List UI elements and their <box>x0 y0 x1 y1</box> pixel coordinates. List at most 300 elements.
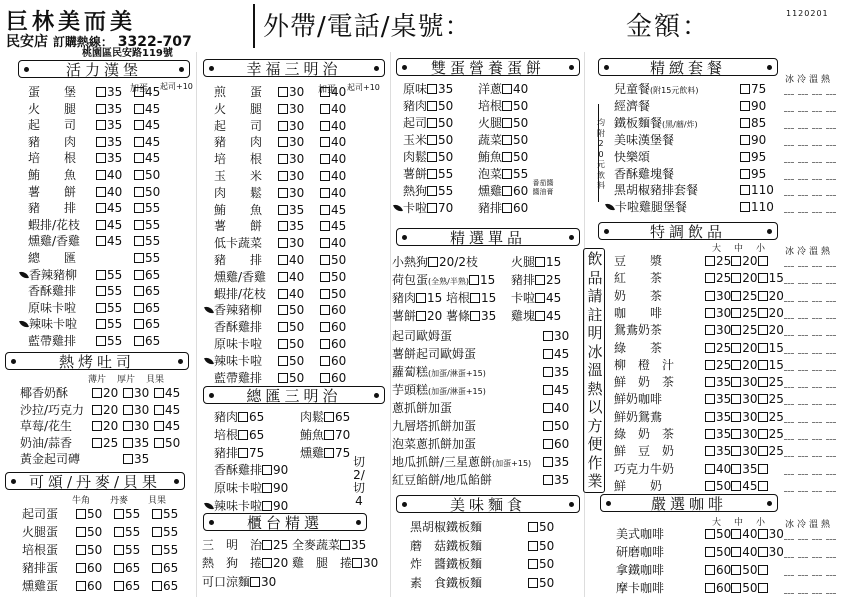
order-checkbox[interactable] <box>114 563 124 573</box>
order-checkbox[interactable] <box>427 135 437 145</box>
write-in-line[interactable] <box>812 370 822 371</box>
order-checkbox[interactable] <box>123 388 133 398</box>
order-checkbox[interactable] <box>758 377 768 387</box>
write-in-line[interactable] <box>784 195 794 196</box>
order-checkbox[interactable] <box>758 547 768 557</box>
order-checkbox[interactable] <box>152 527 162 537</box>
order-checkbox[interactable] <box>469 275 479 285</box>
order-checkbox[interactable] <box>416 293 426 303</box>
order-checkbox[interactable] <box>543 439 553 449</box>
order-checkbox[interactable] <box>278 205 288 215</box>
write-in-line[interactable] <box>784 422 794 423</box>
order-checkbox[interactable] <box>470 293 480 303</box>
write-in-line[interactable] <box>784 491 794 492</box>
order-checkbox[interactable] <box>96 336 106 346</box>
order-checkbox[interactable] <box>427 152 437 162</box>
order-checkbox[interactable] <box>427 203 437 213</box>
order-checkbox[interactable] <box>278 255 288 265</box>
write-in-line[interactable] <box>812 318 822 319</box>
order-checkbox[interactable] <box>262 501 272 511</box>
order-checkbox[interactable] <box>154 438 164 448</box>
order-checkbox[interactable] <box>758 429 768 439</box>
write-in-line[interactable] <box>812 111 822 112</box>
order-checkbox[interactable] <box>427 101 437 111</box>
order-checkbox[interactable] <box>96 203 106 213</box>
order-checkbox[interactable] <box>238 412 248 422</box>
order-checkbox[interactable] <box>543 475 553 485</box>
order-checkbox[interactable] <box>758 446 768 456</box>
write-in-line[interactable] <box>798 456 808 457</box>
order-checkbox[interactable] <box>92 421 102 431</box>
order-checkbox[interactable] <box>320 322 330 332</box>
order-checkbox[interactable] <box>705 429 715 439</box>
order-checkbox[interactable] <box>528 578 538 588</box>
write-in-line[interactable] <box>826 212 836 213</box>
order-checkbox[interactable] <box>320 238 330 248</box>
order-checkbox[interactable] <box>705 360 715 370</box>
order-checkbox[interactable] <box>96 120 106 130</box>
order-checkbox[interactable] <box>758 565 768 575</box>
order-checkbox[interactable] <box>278 373 288 383</box>
order-checkbox[interactable] <box>76 509 86 519</box>
order-checkbox[interactable] <box>543 457 553 467</box>
order-checkbox[interactable] <box>134 187 144 197</box>
order-checkbox[interactable] <box>152 581 162 591</box>
write-in-line[interactable] <box>812 266 822 267</box>
write-in-line[interactable] <box>798 283 808 284</box>
order-checkbox[interactable] <box>278 87 288 97</box>
order-checkbox[interactable] <box>502 169 512 179</box>
write-in-line[interactable] <box>812 456 822 457</box>
write-in-line[interactable] <box>826 439 836 440</box>
order-checkbox[interactable] <box>123 421 133 431</box>
write-in-line[interactable] <box>784 111 794 112</box>
order-checkbox[interactable] <box>96 170 106 180</box>
order-checkbox[interactable] <box>123 438 133 448</box>
order-checkbox[interactable] <box>134 286 144 296</box>
write-in-line[interactable] <box>812 335 822 336</box>
write-in-line[interactable] <box>798 145 808 146</box>
order-checkbox[interactable] <box>758 412 768 422</box>
order-checkbox[interactable] <box>262 558 272 568</box>
write-in-line[interactable] <box>784 94 794 95</box>
order-checkbox[interactable] <box>705 412 715 422</box>
order-checkbox[interactable] <box>502 186 512 196</box>
write-in-line[interactable] <box>784 318 794 319</box>
write-in-line[interactable] <box>798 422 808 423</box>
order-checkbox[interactable] <box>758 464 768 474</box>
write-in-line[interactable] <box>812 593 822 594</box>
order-checkbox[interactable] <box>705 377 715 387</box>
order-checkbox[interactable] <box>96 220 106 230</box>
write-in-line[interactable] <box>826 456 836 457</box>
order-checkbox[interactable] <box>731 464 741 474</box>
write-in-line[interactable] <box>812 539 822 540</box>
order-checkbox[interactable] <box>114 527 124 537</box>
order-checkbox[interactable] <box>320 121 330 131</box>
order-checkbox[interactable] <box>740 152 750 162</box>
order-checkbox[interactable] <box>758 273 768 283</box>
order-checkbox[interactable] <box>543 367 553 377</box>
write-in-line[interactable] <box>798 335 808 336</box>
order-checkbox[interactable] <box>114 545 124 555</box>
order-checkbox[interactable] <box>758 394 768 404</box>
order-checkbox[interactable] <box>96 319 106 329</box>
write-in-line[interactable] <box>784 212 794 213</box>
write-in-line[interactable] <box>812 404 822 405</box>
order-checkbox[interactable] <box>92 388 102 398</box>
order-checkbox[interactable] <box>320 171 330 181</box>
write-in-line[interactable] <box>826 557 836 558</box>
write-in-line[interactable] <box>826 539 836 540</box>
order-checkbox[interactable] <box>278 305 288 315</box>
order-checkbox[interactable] <box>262 465 272 475</box>
order-checkbox[interactable] <box>758 325 768 335</box>
write-in-line[interactable] <box>798 404 808 405</box>
order-checkbox[interactable] <box>320 137 330 147</box>
write-in-line[interactable] <box>784 387 794 388</box>
order-checkbox[interactable] <box>427 118 437 128</box>
order-checkbox[interactable] <box>134 120 144 130</box>
write-in-line[interactable] <box>826 474 836 475</box>
write-in-line[interactable] <box>826 179 836 180</box>
order-checkbox[interactable] <box>427 186 437 196</box>
order-checkbox[interactable] <box>543 385 553 395</box>
order-checkbox[interactable] <box>705 481 715 491</box>
write-in-line[interactable] <box>826 111 836 112</box>
order-checkbox[interactable] <box>740 84 750 94</box>
order-checkbox[interactable] <box>731 565 741 575</box>
order-checkbox[interactable] <box>502 203 512 213</box>
order-checkbox[interactable] <box>758 256 768 266</box>
order-checkbox[interactable] <box>278 221 288 231</box>
write-in-line[interactable] <box>812 195 822 196</box>
order-checkbox[interactable] <box>96 87 106 97</box>
order-checkbox[interactable] <box>76 581 86 591</box>
order-checkbox[interactable] <box>96 187 106 197</box>
order-checkbox[interactable] <box>758 360 768 370</box>
order-checkbox[interactable] <box>731 412 741 422</box>
write-in-line[interactable] <box>784 370 794 371</box>
write-in-line[interactable] <box>798 539 808 540</box>
write-in-line[interactable] <box>784 557 794 558</box>
order-checkbox[interactable] <box>134 319 144 329</box>
write-in-line[interactable] <box>784 145 794 146</box>
write-in-line[interactable] <box>798 195 808 196</box>
write-in-line[interactable] <box>826 283 836 284</box>
write-in-line[interactable] <box>826 353 836 354</box>
write-in-line[interactable] <box>798 111 808 112</box>
order-checkbox[interactable] <box>278 104 288 114</box>
write-in-line[interactable] <box>798 474 808 475</box>
order-checkbox[interactable] <box>502 101 512 111</box>
order-checkbox[interactable] <box>134 87 144 97</box>
order-checkbox[interactable] <box>320 272 330 282</box>
order-checkbox[interactable] <box>278 322 288 332</box>
order-checkbox[interactable] <box>731 256 741 266</box>
order-checkbox[interactable] <box>731 481 741 491</box>
write-in-line[interactable] <box>784 593 794 594</box>
write-in-line[interactable] <box>812 162 822 163</box>
write-in-line[interactable] <box>826 370 836 371</box>
write-in-line[interactable] <box>798 212 808 213</box>
order-checkbox[interactable] <box>324 448 334 458</box>
order-checkbox[interactable] <box>123 405 133 415</box>
order-checkbox[interactable] <box>528 522 538 532</box>
order-checkbox[interactable] <box>731 291 741 301</box>
order-checkbox[interactable] <box>528 559 538 569</box>
order-checkbox[interactable] <box>96 286 106 296</box>
order-checkbox[interactable] <box>134 236 144 246</box>
write-in-line[interactable] <box>798 128 808 129</box>
order-checkbox[interactable] <box>134 137 144 147</box>
order-checkbox[interactable] <box>731 325 741 335</box>
order-checkbox[interactable] <box>731 547 741 557</box>
write-in-line[interactable] <box>798 387 808 388</box>
order-checkbox[interactable] <box>152 563 162 573</box>
order-checkbox[interactable] <box>705 529 715 539</box>
order-checkbox[interactable] <box>134 220 144 230</box>
order-checkbox[interactable] <box>320 87 330 97</box>
order-checkbox[interactable] <box>705 464 715 474</box>
order-checkbox[interactable] <box>278 289 288 299</box>
order-checkbox[interactable] <box>134 170 144 180</box>
write-in-line[interactable] <box>798 94 808 95</box>
order-checkbox[interactable] <box>731 273 741 283</box>
order-checkbox[interactable] <box>154 421 164 431</box>
order-checkbox[interactable] <box>96 270 106 280</box>
order-checkbox[interactable] <box>340 540 350 550</box>
write-in-line[interactable] <box>812 212 822 213</box>
order-checkbox[interactable] <box>543 349 553 359</box>
write-in-line[interactable] <box>826 404 836 405</box>
write-in-line[interactable] <box>798 353 808 354</box>
order-checkbox[interactable] <box>154 405 164 415</box>
order-checkbox[interactable] <box>320 221 330 231</box>
order-checkbox[interactable] <box>278 272 288 282</box>
write-in-line[interactable] <box>784 474 794 475</box>
order-checkbox[interactable] <box>705 446 715 456</box>
order-checkbox[interactable] <box>324 412 334 422</box>
order-checkbox[interactable] <box>731 446 741 456</box>
order-checkbox[interactable] <box>705 565 715 575</box>
order-checkbox[interactable] <box>114 581 124 591</box>
order-checkbox[interactable] <box>278 188 288 198</box>
order-checkbox[interactable] <box>92 438 102 448</box>
write-in-line[interactable] <box>826 162 836 163</box>
order-checkbox[interactable] <box>238 430 248 440</box>
write-in-line[interactable] <box>826 387 836 388</box>
order-checkbox[interactable] <box>92 405 102 415</box>
write-in-line[interactable] <box>784 575 794 576</box>
write-in-line[interactable] <box>784 283 794 284</box>
order-checkbox[interactable] <box>320 356 330 366</box>
write-in-line[interactable] <box>826 318 836 319</box>
write-in-line[interactable] <box>812 422 822 423</box>
write-in-line[interactable] <box>826 301 836 302</box>
order-checkbox[interactable] <box>320 339 330 349</box>
order-checkbox[interactable] <box>278 137 288 147</box>
write-in-line[interactable] <box>784 266 794 267</box>
order-checkbox[interactable] <box>114 509 124 519</box>
order-checkbox[interactable] <box>758 529 768 539</box>
write-in-line[interactable] <box>812 128 822 129</box>
order-checkbox[interactable] <box>731 429 741 439</box>
write-in-line[interactable] <box>826 94 836 95</box>
order-checkbox[interactable] <box>502 118 512 128</box>
write-in-line[interactable] <box>798 593 808 594</box>
order-checkbox[interactable] <box>278 121 288 131</box>
order-checkbox[interactable] <box>320 154 330 164</box>
order-checkbox[interactable] <box>278 356 288 366</box>
order-checkbox[interactable] <box>705 308 715 318</box>
order-checkbox[interactable] <box>758 308 768 318</box>
write-in-line[interactable] <box>826 491 836 492</box>
order-checkbox[interactable] <box>278 238 288 248</box>
order-checkbox[interactable] <box>705 343 715 353</box>
order-checkbox[interactable] <box>96 137 106 147</box>
write-in-line[interactable] <box>812 283 822 284</box>
write-in-line[interactable] <box>812 301 822 302</box>
order-checkbox[interactable] <box>134 153 144 163</box>
order-checkbox[interactable] <box>134 336 144 346</box>
order-checkbox[interactable] <box>705 394 715 404</box>
order-checkbox[interactable] <box>152 545 162 555</box>
write-in-line[interactable] <box>812 575 822 576</box>
order-checkbox[interactable] <box>238 448 248 458</box>
write-in-line[interactable] <box>826 145 836 146</box>
order-checkbox[interactable] <box>278 339 288 349</box>
order-checkbox[interactable] <box>758 583 768 593</box>
order-checkbox[interactable] <box>262 483 272 493</box>
write-in-line[interactable] <box>798 439 808 440</box>
write-in-line[interactable] <box>784 128 794 129</box>
order-checkbox[interactable] <box>502 152 512 162</box>
write-in-line[interactable] <box>784 179 794 180</box>
order-checkbox[interactable] <box>96 153 106 163</box>
order-checkbox[interactable] <box>740 202 750 212</box>
write-in-line[interactable] <box>784 162 794 163</box>
order-checkbox[interactable] <box>320 373 330 383</box>
order-checkbox[interactable] <box>262 540 272 550</box>
write-in-line[interactable] <box>826 593 836 594</box>
order-checkbox[interactable] <box>134 270 144 280</box>
write-in-line[interactable] <box>826 335 836 336</box>
order-checkbox[interactable] <box>535 311 545 321</box>
write-in-line[interactable] <box>798 162 808 163</box>
write-in-line[interactable] <box>798 266 808 267</box>
write-in-line[interactable] <box>798 491 808 492</box>
order-checkbox[interactable] <box>731 343 741 353</box>
order-checkbox[interactable] <box>731 360 741 370</box>
order-checkbox[interactable] <box>96 104 106 114</box>
order-checkbox[interactable] <box>543 421 553 431</box>
order-checkbox[interactable] <box>96 236 106 246</box>
order-checkbox[interactable] <box>76 527 86 537</box>
write-in-line[interactable] <box>826 422 836 423</box>
write-in-line[interactable] <box>826 128 836 129</box>
order-checkbox[interactable] <box>320 188 330 198</box>
order-checkbox[interactable] <box>320 205 330 215</box>
order-checkbox[interactable] <box>320 255 330 265</box>
write-in-line[interactable] <box>784 335 794 336</box>
write-in-line[interactable] <box>812 94 822 95</box>
write-in-line[interactable] <box>812 557 822 558</box>
order-checkbox[interactable] <box>731 377 741 387</box>
write-in-line[interactable] <box>798 318 808 319</box>
order-checkbox[interactable] <box>705 547 715 557</box>
write-in-line[interactable] <box>798 575 808 576</box>
order-checkbox[interactable] <box>502 135 512 145</box>
order-checkbox[interactable] <box>543 403 553 413</box>
order-checkbox[interactable] <box>76 563 86 573</box>
order-checkbox[interactable] <box>324 430 334 440</box>
order-checkbox[interactable] <box>535 257 545 267</box>
write-in-line[interactable] <box>798 179 808 180</box>
order-checkbox[interactable] <box>740 185 750 195</box>
order-checkbox[interactable] <box>740 101 750 111</box>
write-in-line[interactable] <box>826 266 836 267</box>
order-checkbox[interactable] <box>705 273 715 283</box>
order-checkbox[interactable] <box>123 454 133 464</box>
order-checkbox[interactable] <box>352 558 362 568</box>
order-checkbox[interactable] <box>502 84 512 94</box>
write-in-line[interactable] <box>784 439 794 440</box>
order-checkbox[interactable] <box>320 305 330 315</box>
order-checkbox[interactable] <box>705 256 715 266</box>
order-checkbox[interactable] <box>428 257 438 267</box>
order-checkbox[interactable] <box>758 291 768 301</box>
order-checkbox[interactable] <box>535 293 545 303</box>
order-checkbox[interactable] <box>705 291 715 301</box>
order-checkbox[interactable] <box>134 303 144 313</box>
write-in-line[interactable] <box>798 370 808 371</box>
order-checkbox[interactable] <box>731 308 741 318</box>
order-checkbox[interactable] <box>134 104 144 114</box>
write-in-line[interactable] <box>798 557 808 558</box>
order-checkbox[interactable] <box>731 394 741 404</box>
write-in-line[interactable] <box>812 474 822 475</box>
order-checkbox[interactable] <box>543 331 553 341</box>
order-checkbox[interactable] <box>758 481 768 491</box>
order-checkbox[interactable] <box>731 529 741 539</box>
write-in-line[interactable] <box>812 353 822 354</box>
order-checkbox[interactable] <box>416 311 426 321</box>
order-checkbox[interactable] <box>278 154 288 164</box>
order-checkbox[interactable] <box>76 545 86 555</box>
write-in-line[interactable] <box>798 301 808 302</box>
order-checkbox[interactable] <box>740 135 750 145</box>
order-checkbox[interactable] <box>740 169 750 179</box>
order-checkbox[interactable] <box>427 169 437 179</box>
order-checkbox[interactable] <box>535 275 545 285</box>
order-checkbox[interactable] <box>96 303 106 313</box>
write-in-line[interactable] <box>812 179 822 180</box>
order-checkbox[interactable] <box>152 509 162 519</box>
write-in-line[interactable] <box>812 491 822 492</box>
order-checkbox[interactable] <box>320 104 330 114</box>
order-checkbox[interactable] <box>154 388 164 398</box>
write-in-line[interactable] <box>826 195 836 196</box>
order-checkbox[interactable] <box>278 171 288 181</box>
order-checkbox[interactable] <box>427 84 437 94</box>
order-checkbox[interactable] <box>705 583 715 593</box>
order-checkbox[interactable] <box>758 343 768 353</box>
order-checkbox[interactable] <box>731 583 741 593</box>
write-in-line[interactable] <box>784 404 794 405</box>
write-in-line[interactable] <box>812 439 822 440</box>
write-in-line[interactable] <box>784 353 794 354</box>
